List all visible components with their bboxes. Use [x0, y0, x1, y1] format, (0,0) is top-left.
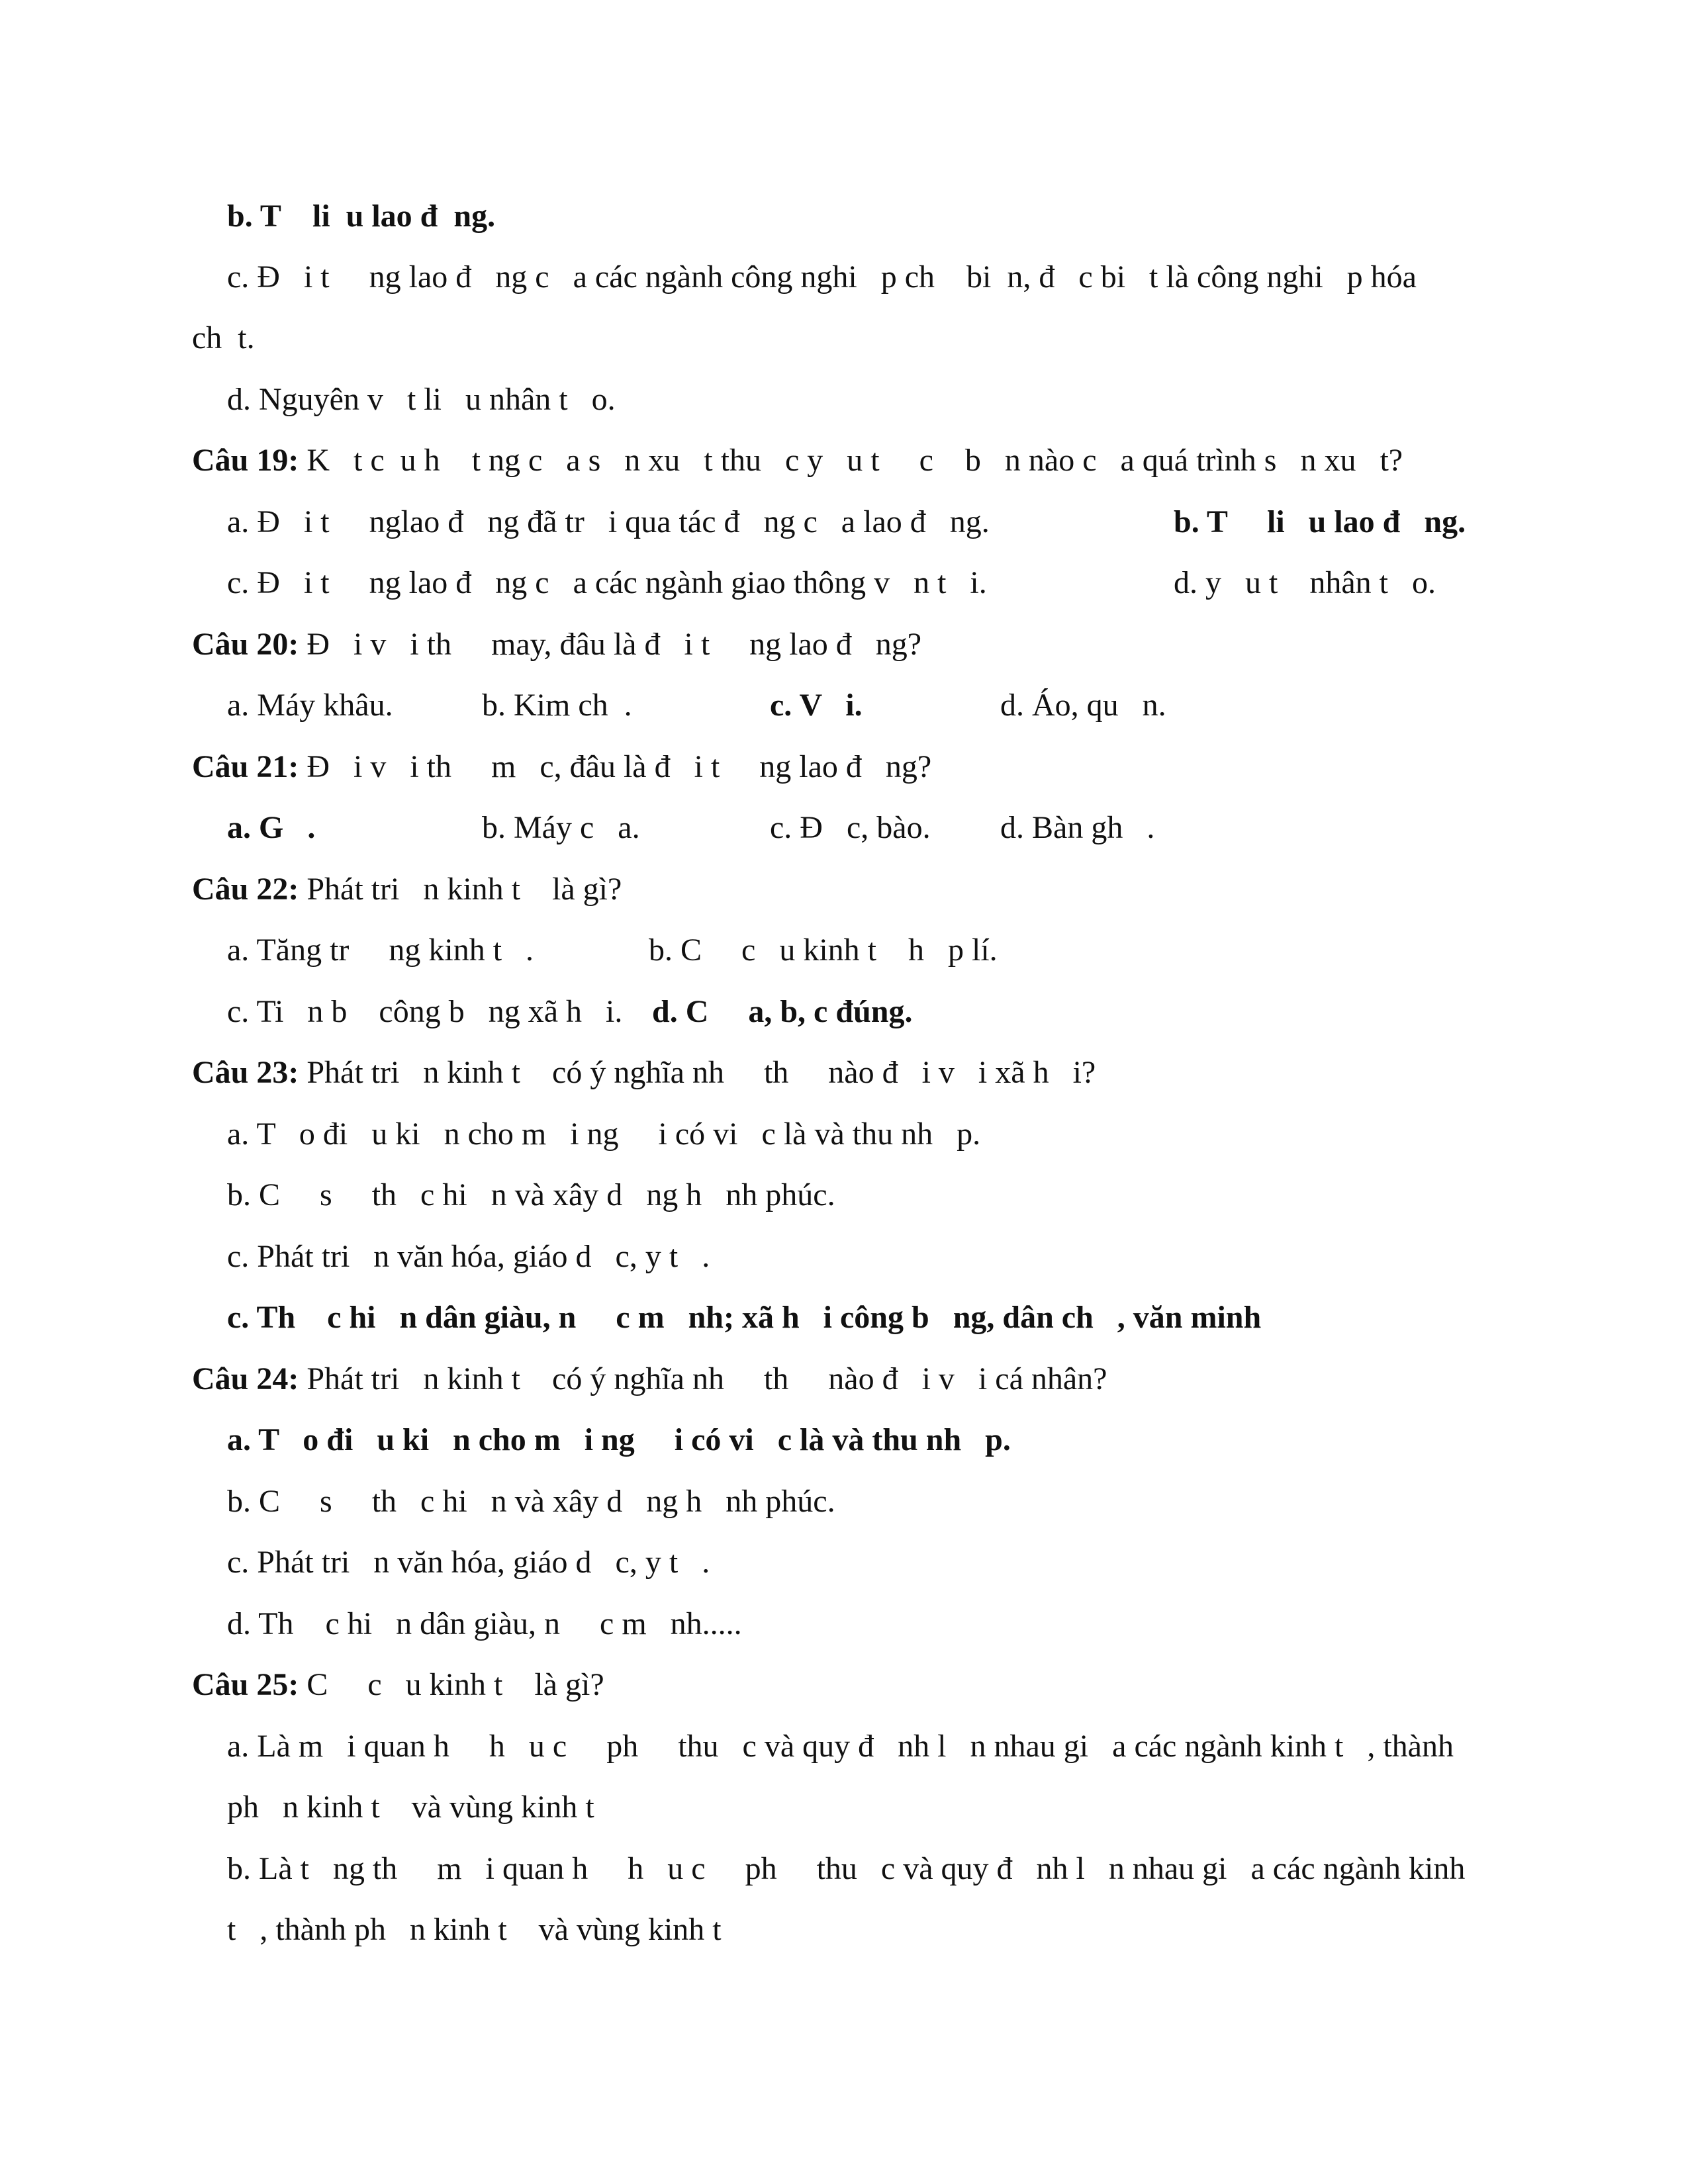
question-text: Phát tri n kinh t có ý nghĩa nh th nào đ i v i xã h i? [299, 1055, 1096, 1090]
q24-option-d: d. Th c hi n dân giàu, n c m nh..... [227, 1606, 742, 1641]
q19-option-a: a. Đ i t nglao đ ng đã tr i qua tác đ ng c a lao đ ng. [227, 504, 990, 539]
q19-option-b: b. T li u lao đ ng. [1174, 504, 1466, 539]
question-22 [192, 874, 622, 905]
q25-option-b-continued: t , thành ph n kinh t và vùng kinh t [227, 1912, 722, 1947]
question-text: K t c u h t ng c a s n xu t thu c y u t c b n nào c a quá trình s n xu t? [299, 443, 1403, 478]
q20-option-b: b. Kim ch . [482, 688, 632, 723]
question-label: Câu 23: [192, 1055, 299, 1090]
q20-option-d: d. Áo, qu n. [1000, 688, 1166, 723]
q25-option-b: b. Là t ng th m i quan h h u c ph thu c và quy đ nh l n nhau gi a các ngành kinh [227, 1851, 1466, 1886]
question-23 [192, 1057, 1096, 1089]
question-text: Phát tri n kinh t có ý nghĩa nh th nào đ i v i cá nhân? [299, 1361, 1107, 1396]
question-label: Câu 20: [192, 627, 299, 662]
question-label: Câu 21: [192, 749, 299, 784]
question-text: Đ i v i th m c, đâu là đ i t ng lao đ ng? [299, 749, 932, 784]
q25-option-a-continued: ph n kinh t và vùng kinh t [227, 1790, 594, 1825]
q21-option-a: a. G . [227, 810, 316, 845]
question-19 [192, 445, 1403, 477]
question-text: Phát tri n kinh t là gì? [299, 872, 622, 907]
q19-option-d: d. y u t nhân t o. [1174, 565, 1436, 600]
question-25 [192, 1669, 604, 1701]
q23-option-b: b. C s th c hi n và xây d ng h nh phúc. [227, 1177, 835, 1212]
q21-option-b: b. Máy c a. [482, 810, 640, 845]
q23-option-c: c. Phát tri n văn hóa, giáo d c, y t . [227, 1239, 710, 1274]
q20-option-a: a. Máy khâu. [227, 688, 393, 723]
q23-option-d: c. Th c hi n dân giàu, n c m nh; xã h i công b ng, dân ch , văn minh [227, 1300, 1262, 1335]
question-label: Câu 22: [192, 872, 299, 907]
question-text: Đ i v i th may, đâu là đ i t ng lao đ ng? [299, 627, 922, 662]
question-label: Câu 24: [192, 1361, 299, 1396]
q18-option-d: d. Nguyên v t li u nhân t o. [227, 382, 616, 417]
q19-option-c: c. Đ i t ng lao đ ng c a các ngành giao thông v n t i. [227, 565, 987, 600]
q22-option-a: a. Tăng tr ng kinh t . [227, 933, 534, 968]
q18-option-c-continued: ch t. [192, 320, 255, 355]
q21-option-d: d. Bàn gh . [1000, 810, 1155, 845]
q18-option-c: c. Đ i t ng lao đ ng c a các ngành công nghi p ch bi n, đ c bi t là công nghi p hóa [227, 259, 1417, 295]
q22-option-b: b. C c u kinh t h p lí. [649, 933, 998, 968]
q20-option-c: c. V i. [770, 688, 863, 723]
q18-option-b: b. T li u lao đ ng. [227, 199, 496, 234]
question-21 [192, 751, 931, 783]
q21-option-c: c. Đ c, bào. [770, 810, 931, 845]
question-20 [192, 629, 921, 660]
q24-option-b: b. C s th c hi n và xây d ng h nh phúc. [227, 1484, 835, 1519]
q25-option-a: a. Là m i quan h h u c ph thu c và quy đ nh l n nhau gi a các ngành kinh t , thành [227, 1729, 1454, 1764]
q23-option-a: a. T o đi u ki n cho m i ng i có vi c là và thu nh p. [227, 1116, 981, 1152]
question-label: Câu 25: [192, 1667, 299, 1702]
q24-option-a: a. T o đi u ki n cho m i ng i có vi c là và thu nh p. [227, 1422, 1011, 1457]
q22-option-c: c. Ti n b công b ng xã h i. [227, 994, 623, 1029]
question-label: Câu 19: [192, 443, 299, 478]
q22-option-d: d. C a, b, c đúng. [652, 994, 913, 1029]
question-24 [192, 1363, 1107, 1395]
q24-option-c: c. Phát tri n văn hóa, giáo d c, y t . [227, 1545, 710, 1580]
question-text: C c u kinh t là gì? [299, 1667, 604, 1702]
